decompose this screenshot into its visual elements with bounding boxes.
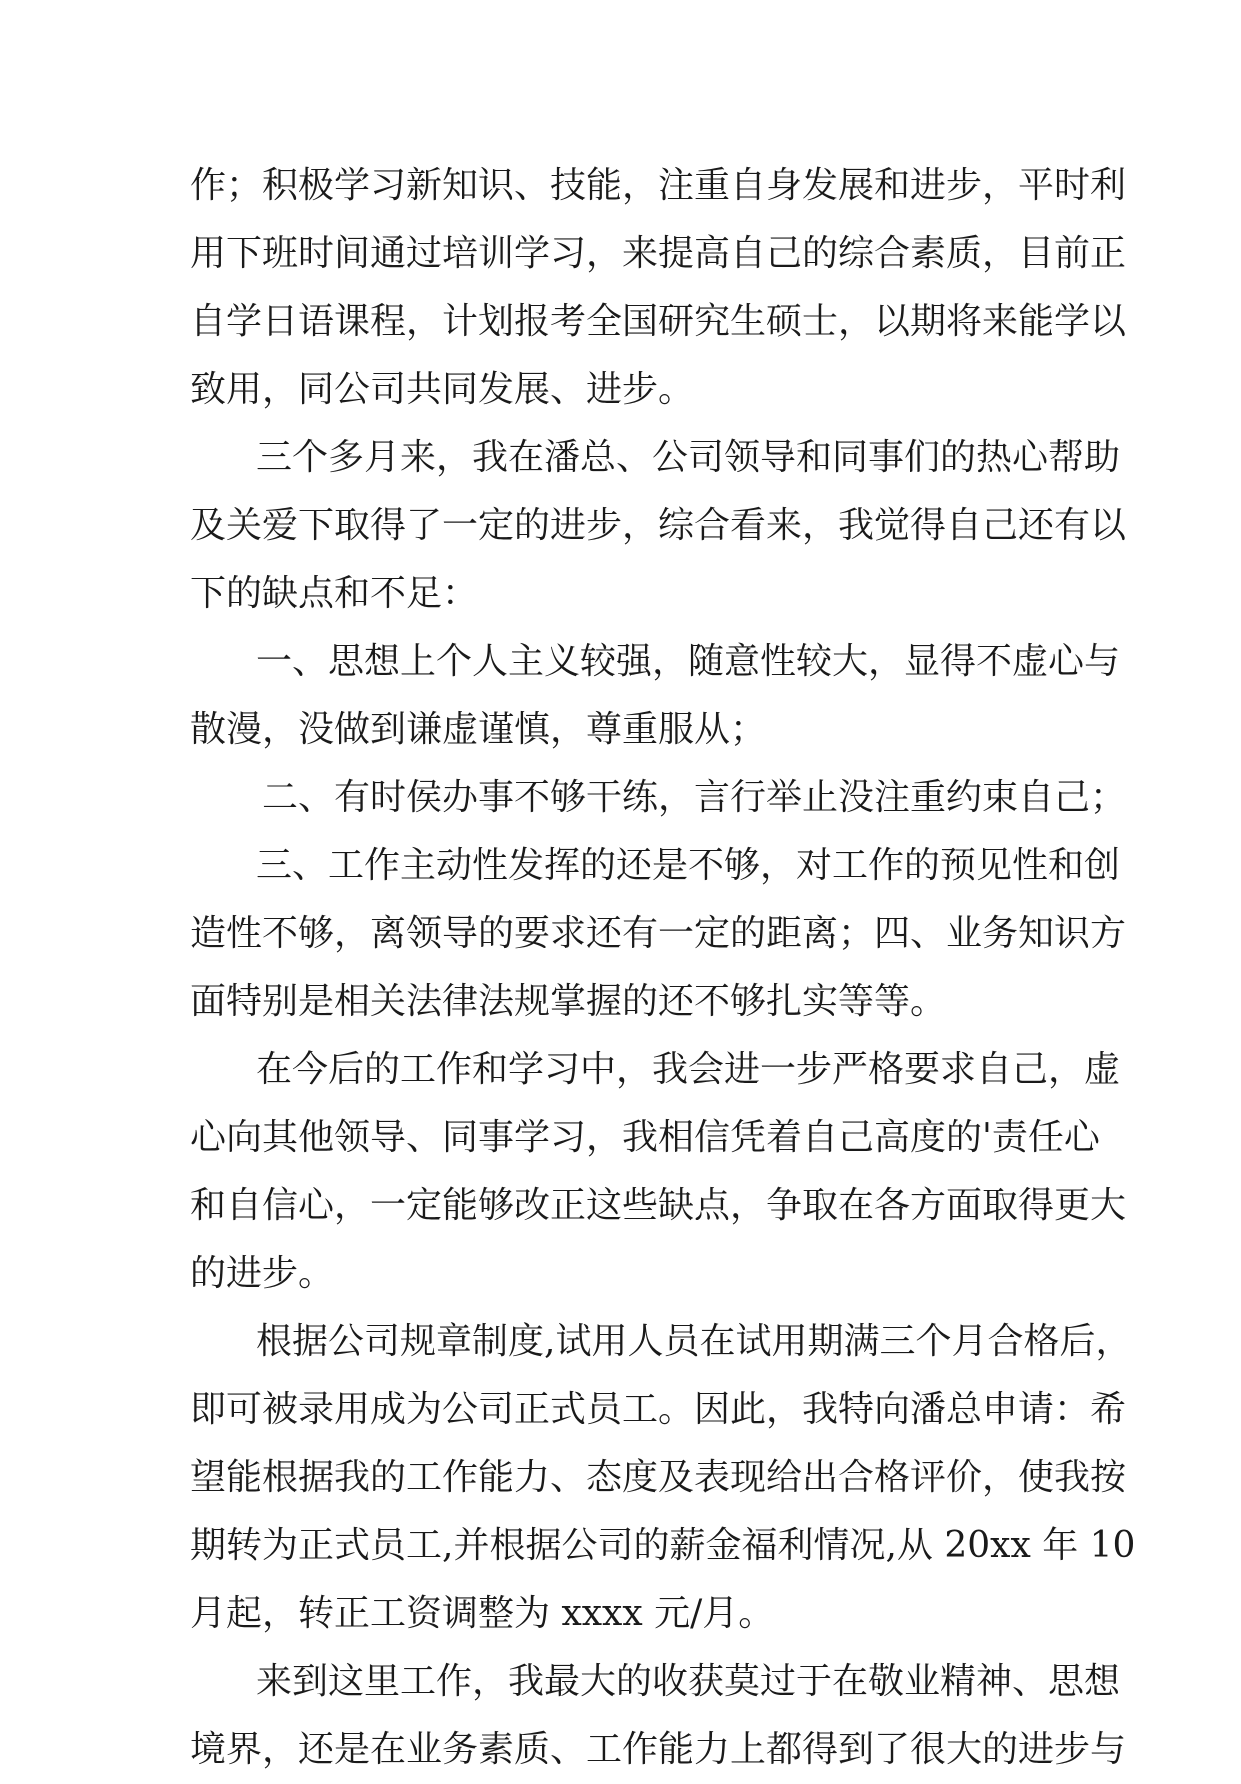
- text-line: 作；积极学习新知识、技能，注重自身发展和进步，平时利: [190, 165, 1127, 206]
- text-line: 境界，还是在业务素质、工作能力上都得到了很大的进步与: [190, 1729, 1127, 1770]
- text-line: 和自信心，一定能够改正这些缺点，争取在各方面取得更大: [190, 1185, 1127, 1226]
- text-line: 自学日语课程，计划报考全国研究生硕士，以期将来能学以: [190, 301, 1127, 342]
- text-line: 造性不够，离领导的要求还有一定的距离；四、业务知识方: [190, 913, 1127, 954]
- text-line: 根据公司规章制度,试用人员在试用期满三个月合格后，: [256, 1321, 1132, 1362]
- text-line: 月起，转正工资调整为 xxxx 元/月。: [190, 1593, 775, 1634]
- text-line: 一、思想上个人主义较强，随意性较大，显得不虚心与: [256, 641, 1121, 682]
- text-line: 心向其他领导、同事学习，我相信凭着自己高度的'责任心: [190, 1117, 1100, 1158]
- text-line: 用下班时间通过培训学习，来提高自己的综合素质，目前正: [190, 233, 1127, 274]
- text-line: 的进步。: [190, 1253, 335, 1294]
- text-line: 即可被录用成为公司正式员工。因此，我特向潘总申请：希: [190, 1389, 1127, 1430]
- text-line: 三个多月来，我在潘总、公司领导和同事们的热心帮助: [256, 437, 1121, 478]
- text-line: 下的缺点和不足：: [190, 573, 479, 614]
- text-line: 致用，同公司共同发展、进步。: [190, 369, 695, 410]
- document-body: [190, 152, 1136, 1784]
- text-line: 三、工作主动性发挥的还是不够，对工作的预见性和创: [256, 845, 1121, 886]
- text-line: 二、有时侯办事不够干练，言行举止没注重约束自己；: [262, 777, 1127, 818]
- text-line: 面特别是相关法律法规掌握的还不够扎实等等。: [190, 981, 947, 1022]
- text-line: 散漫，没做到谦虚谨慎，尊重服从；: [190, 709, 767, 750]
- text-line: 来到这里工作，我最大的收获莫过于在敬业精神、思想: [256, 1661, 1121, 1702]
- text-line: 期转为正式员工,并根据公司的薪金福利情况,从 20xx 年 10: [190, 1525, 1136, 1566]
- text-line: 望能根据我的工作能力、态度及表现给出合格评价，使我按: [190, 1457, 1127, 1498]
- text-line: 在今后的工作和学习中，我会进一步严格要求自己，虚: [256, 1049, 1121, 1090]
- text-line: 及关爱下取得了一定的进步，综合看来，我觉得自己还有以: [190, 505, 1127, 546]
